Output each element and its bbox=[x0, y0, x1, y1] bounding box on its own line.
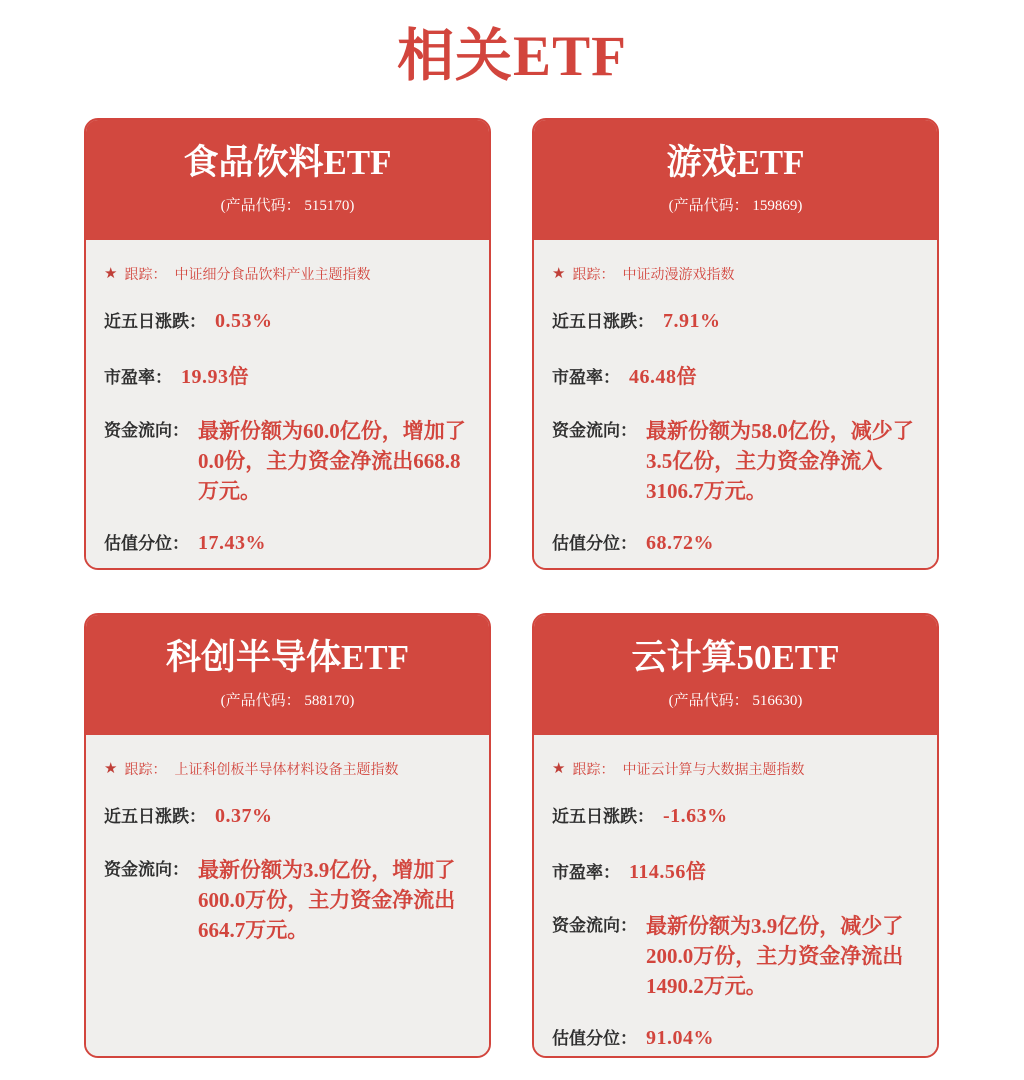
pe-ratio-label: 市盈率： bbox=[552, 368, 620, 387]
change-5d-row bbox=[552, 309, 919, 335]
fund-flow-value: 最新份额为3.9亿份，减少了200.0万份，主力资金净流出1490.2万元。 bbox=[646, 914, 904, 998]
page-title: 相关ETF bbox=[397, 25, 627, 88]
card-body bbox=[534, 240, 937, 570]
pe-ratio-label: 市盈率： bbox=[552, 863, 620, 882]
fund-flow-row bbox=[552, 416, 919, 506]
change-5d-row bbox=[552, 804, 919, 830]
pe-ratio-row bbox=[104, 360, 471, 391]
card-header bbox=[86, 615, 489, 735]
change-5d-row bbox=[104, 309, 471, 335]
fund-flow-row bbox=[104, 855, 471, 945]
fund-flow-label: 资金流向： bbox=[552, 421, 637, 440]
valuation-value: 91.04% bbox=[646, 1027, 714, 1049]
etf-card-gaming bbox=[532, 118, 939, 570]
fund-flow-label: 资金流向： bbox=[104, 421, 189, 440]
pe-ratio-value: 114.56倍 bbox=[629, 861, 707, 883]
star-icon: ★ bbox=[552, 760, 566, 777]
fund-flow-label: 资金流向： bbox=[552, 916, 637, 935]
tracking-index: 中证动漫游戏指数 bbox=[622, 266, 735, 282]
fund-flow-value: 最新份额为3.9亿份，增加了600.0万份，主力资金净流出664.7万元。 bbox=[198, 858, 456, 942]
star-icon: ★ bbox=[552, 265, 566, 282]
etf-card-star-semiconductor bbox=[84, 613, 491, 1058]
tracking-label: 跟踪： bbox=[124, 761, 167, 777]
tracking-row bbox=[104, 264, 471, 284]
change-5d-value: 0.37% bbox=[215, 805, 273, 827]
pe-ratio-row bbox=[552, 855, 919, 886]
change-5d-label: 近五日涨跌： bbox=[552, 312, 654, 331]
change-5d-label: 近五日涨跌： bbox=[552, 807, 654, 826]
change-5d-label: 近五日涨跌： bbox=[104, 807, 206, 826]
pe-ratio-label: 市盈率： bbox=[104, 368, 172, 387]
tracking-row bbox=[552, 759, 919, 779]
change-5d-value: -1.63% bbox=[663, 805, 728, 827]
pe-ratio-value: 19.93倍 bbox=[181, 366, 249, 388]
valuation-label: 估值分位： bbox=[104, 534, 189, 553]
tracking-label: 跟踪： bbox=[572, 266, 615, 282]
star-icon: ★ bbox=[104, 760, 118, 777]
valuation-row bbox=[104, 531, 471, 557]
card-header bbox=[534, 615, 937, 735]
etf-name: 云计算50ETF bbox=[631, 638, 840, 677]
fund-flow-value: 最新份额为60.0亿份，增加了0.0份，主力资金净流出668.8万元。 bbox=[198, 419, 466, 503]
change-5d-label: 近五日涨跌： bbox=[104, 312, 206, 331]
etf-name: 科创半导体ETF bbox=[165, 638, 410, 677]
fund-flow-label: 资金流向： bbox=[104, 860, 189, 879]
valuation-label: 估值分位： bbox=[552, 534, 637, 553]
card-header bbox=[86, 120, 489, 240]
etf-product-code: (产品代码： 159869) bbox=[668, 198, 803, 214]
tracking-row bbox=[552, 264, 919, 284]
etf-card-cloud-computing bbox=[532, 613, 939, 1058]
valuation-row bbox=[552, 531, 919, 557]
fund-flow-row bbox=[552, 911, 919, 1001]
tracking-label: 跟踪： bbox=[124, 266, 167, 282]
etf-card-grid bbox=[0, 118, 1024, 1058]
tracking-index: 上证科创板半导体材料设备主题指数 bbox=[174, 761, 399, 777]
valuation-row bbox=[552, 1026, 919, 1052]
change-5d-value: 7.91% bbox=[663, 310, 721, 332]
card-body bbox=[534, 735, 937, 1058]
fund-flow-row bbox=[104, 416, 471, 506]
tracking-label: 跟踪： bbox=[572, 761, 615, 777]
etf-name: 食品饮料ETF bbox=[183, 143, 392, 182]
change-5d-value: 0.53% bbox=[215, 310, 273, 332]
tracking-row bbox=[104, 759, 471, 779]
etf-name: 游戏ETF bbox=[666, 143, 805, 182]
pe-ratio-row bbox=[552, 360, 919, 391]
tracking-index: 中证细分食品饮料产业主题指数 bbox=[174, 266, 371, 282]
valuation-label: 估值分位： bbox=[552, 1029, 637, 1048]
etf-product-code: (产品代码： 515170) bbox=[220, 198, 355, 214]
card-header bbox=[534, 120, 937, 240]
card-body bbox=[86, 240, 489, 570]
star-icon: ★ bbox=[104, 265, 118, 282]
etf-card-food-beverage bbox=[84, 118, 491, 570]
valuation-value: 17.43% bbox=[198, 532, 266, 554]
valuation-value: 68.72% bbox=[646, 532, 714, 554]
etf-product-code: (产品代码： 516630) bbox=[668, 693, 803, 709]
pe-ratio-value: 46.48倍 bbox=[629, 366, 697, 388]
etf-product-code: (产品代码： 588170) bbox=[220, 693, 355, 709]
change-5d-row bbox=[104, 804, 471, 830]
card-body bbox=[86, 735, 489, 1056]
tracking-index: 中证云计算与大数据主题指数 bbox=[622, 761, 805, 777]
fund-flow-value: 最新份额为58.0亿份，减少了3.5亿份，主力资金净流入3106.7万元。 bbox=[646, 419, 914, 503]
